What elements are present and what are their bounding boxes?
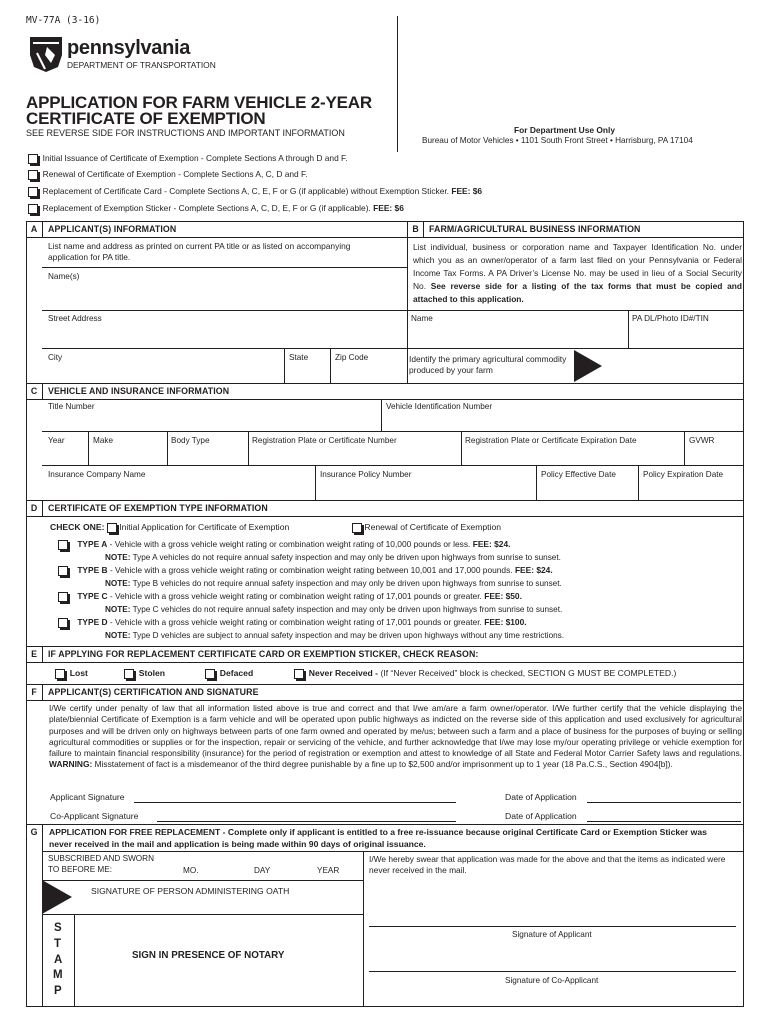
stamp-letter-s: S [54, 922, 62, 934]
signature-of-applicant-label: Signature of Applicant [512, 930, 592, 939]
body-type-field[interactable]: Body Type [171, 436, 210, 445]
applicant-signature-line[interactable] [134, 802, 456, 803]
day-label: DAY [254, 866, 271, 875]
signature-of-co-applicant-line[interactable] [369, 971, 736, 972]
type-c-note: NOTE: Type C vehicles do not require annual safety inspection and may only be driven upon highways from sunrise to sunset. [105, 605, 563, 614]
department-use-label: For Department Use Only [514, 125, 615, 135]
month-label: MO. [183, 866, 199, 875]
type-b-option[interactable]: TYPE B - Vehicle with a gross vehicle weight rating or combination weight rating between 10,001 and 17,000 pounds. FEE: $24. [58, 565, 553, 576]
section-b-description: List individual, business or corporation name and Taxpayer Identification No. under which you as an owner/operator of a farm last filed on your Pennsylvania or Federal Income Tax Forms. A PA Driver’s License No. may be used in lieu of a Social Security No. See reverse side for a listing of the tax forms that must be copied and attached to this application. [413, 242, 742, 304]
renewal-option: Renewal of Certificate of Exemption [352, 522, 501, 533]
reason-lost[interactable]: Lost [55, 668, 88, 679]
year-field[interactable]: Year [48, 436, 65, 445]
swear-statement: I/We hereby swear that application was made for the above and that the items as indicated were never received in the mail. [369, 854, 726, 875]
option-initial-issuance[interactable]: Initial Issuance of Certificate of Exemption - Complete Sections A through D and F. [28, 153, 348, 164]
co-application-date-label: Date of Application [505, 811, 577, 821]
checkbox[interactable] [28, 187, 38, 197]
co-applicant-signature-label: Co-Applicant Signature [50, 811, 139, 821]
street-address-field[interactable]: Street Address [48, 314, 102, 323]
title-number-field[interactable]: Title Number [48, 402, 95, 411]
form-title-line1: APPLICATION FOR FARM VEHICLE 2-YEAR [26, 93, 372, 112]
commodity-label: Identify the primary agricultural commodity produced by your farm [409, 354, 567, 375]
insurance-company-field[interactable]: Insurance Company Name [48, 470, 146, 479]
option-replacement-card[interactable]: Replacement of Certificate Card - Complete Sections A, C, E, F or G (if applicable) without Exemption Sticker. FEE: $6 [28, 186, 482, 197]
section-a-description: List name and address as printed on current PA title or as listed on accompanying application for PA title. [48, 241, 351, 262]
defaced-checkbox[interactable] [205, 669, 215, 679]
signature-of-co-applicant-label: Signature of Co-Applicant [505, 976, 599, 985]
logo-name: pennsylvania [67, 37, 191, 59]
section-d-title: CERTIFICATE OF EXEMPTION TYPE INFORMATION [48, 503, 268, 513]
section-c-letter: C [30, 386, 38, 396]
section-g-letter: G [30, 827, 38, 837]
reason-defaced[interactable]: Defaced [205, 668, 253, 679]
stamp-letter-a: A [54, 954, 63, 966]
application-date-label: Date of Application [505, 792, 577, 802]
section-a-letter: A [30, 224, 38, 234]
option-renewal[interactable]: Renewal of Certificate of Exemption - Complete Sections A, C, D and F. [28, 169, 308, 180]
type-c-option[interactable]: TYPE C - Vehicle with a gross vehicle weight rating or combination weight rating of 17,001 pounds or greater. FEE: $50. [58, 591, 522, 602]
pennsylvania-keystone-logo-icon [27, 33, 65, 73]
section-c-title: VEHICLE AND INSURANCE INFORMATION [48, 386, 230, 396]
type-a-note: NOTE: Type A vehicles do not require annual safety inspection and may only be driven upon highways from sunrise to sunset. [105, 553, 561, 562]
stolen-checkbox[interactable] [124, 669, 134, 679]
checkbox[interactable] [28, 170, 38, 180]
form-title-line2: CERTIFICATE OF EXEMPTION [26, 109, 266, 128]
type-d-note: NOTE: Type D vehicles are subject to annual safety inspection and may be driven upon highways without any time restrictions. [105, 631, 565, 640]
stamp-letter-p: P [54, 985, 62, 997]
state-field[interactable]: State [289, 353, 309, 362]
stamp-letter-m: M [53, 969, 63, 981]
option-replacement-sticker[interactable]: Replacement of Exemption Sticker - Complete Sections A, C, D, E, F or G (if applicable). FEE: $6 [28, 203, 404, 214]
section-f-letter: F [31, 687, 37, 697]
reason-stolen[interactable]: Stolen [124, 668, 165, 679]
policy-effective-date-field[interactable]: Policy Effective Date [541, 470, 616, 479]
sworn-label-line1: SUBSCRIBED AND SWORN [48, 854, 154, 863]
type-d-checkbox[interactable] [58, 618, 68, 628]
never-received-checkbox[interactable] [294, 669, 304, 679]
make-field[interactable]: Make [93, 436, 114, 445]
vin-field[interactable]: Vehicle Identification Number [386, 402, 493, 411]
pa-dl-photo-id-tin-field[interactable]: PA DL/Photo ID#/TIN [632, 314, 709, 323]
type-b-checkbox[interactable] [58, 566, 68, 576]
type-d-option[interactable]: TYPE D - Vehicle with a gross vehicle weight rating or combination weight rating of 17,001 pounds or greater. FEE: $100. [58, 617, 527, 628]
section-e-title: IF APPLYING FOR REPLACEMENT CERTIFICATE CARD OR EXEMPTION STICKER, CHECK REASON: [48, 649, 479, 659]
policy-expiration-date-field[interactable]: Policy Expiration Date [643, 470, 724, 479]
oath-signature-label: SIGNATURE OF PERSON ADMINISTERING OATH [91, 886, 290, 896]
bureau-address: Bureau of Motor Vehicles • 1101 South Front Street • Harrisburg, PA 17104 [422, 136, 693, 145]
checkbox[interactable] [28, 204, 38, 214]
sworn-label-line2: TO BEFORE ME: [48, 865, 112, 874]
notary-instruction: SIGN IN PRESENCE OF NOTARY [132, 950, 285, 961]
checkbox[interactable] [28, 154, 38, 164]
reason-never-received[interactable]: Never Received - (If “Never Received” block is checked, SECTION G MUST BE COMPLETED.) [294, 668, 676, 679]
names-field[interactable]: Name(s) [48, 272, 80, 281]
business-name-field[interactable]: Name [411, 314, 433, 323]
plate-expiration-date-field[interactable]: Registration Plate or Certificate Expiration Date [465, 436, 637, 445]
city-field[interactable]: City [48, 353, 63, 362]
signature-of-applicant-line[interactable] [369, 926, 736, 927]
section-e-letter: E [31, 649, 37, 659]
year-label: YEAR [317, 866, 340, 875]
form-number: MV-77A (3-16) [26, 15, 101, 26]
form-subtitle: SEE REVERSE SIDE FOR INSTRUCTIONS AND IMPORTANT INFORMATION [26, 128, 345, 138]
renewal-checkbox[interactable] [352, 523, 362, 533]
type-a-option[interactable]: TYPE A - Vehicle with a gross vehicle weight rating or combination weight rating of 10,000 pounds or less. FEE: $24. [58, 539, 510, 550]
check-one-row: CHECK ONE: Initial Application for Certificate of Exemption [50, 522, 290, 532]
applicant-signature-label: Applicant Signature [50, 792, 125, 802]
certification-text: I/We certify under penalty of law that all information listed above is true and correct and that I/we am/are a farm owner/operator. I/We further certify that the vehicle displaying the plate/biennial Certificate of Exemption is a farm vehicle and will be operated upon public highways as indicted on the reverse side of this application and used exclusively for agricultural purposes and will be driven only on highways between parts of one farm owned and operated by me/us; between such a farm and a place of business for the purposes of buying or selling agricultural commodities or supplies or for the inspection, repair or servicing of the vehicle, and further acknowledge that I/we may lose my/our operating privilege or vehicle exemption for failure to maintain financial responsibility (insurance) for the period of registration or exemption and attest to knowledge of all State and Federal Motor Carrier Safety laws and regulations. WARNING: Misstatement of fact is a misdemeanor of the third degree punishable by a fine up to $2,500 and/or imprisonment up to 1 year (18 Pa.C.S., Section 4904[b]). [49, 703, 742, 770]
insurance-policy-number-field[interactable]: Insurance Policy Number [320, 470, 412, 479]
zip-code-field[interactable]: Zip Code [335, 353, 369, 362]
stamp-letter-t: T [54, 938, 62, 950]
type-a-checkbox[interactable] [58, 540, 68, 550]
section-b-letter: B [412, 224, 419, 234]
co-applicant-signature-line[interactable] [157, 821, 456, 822]
registration-plate-field[interactable]: Registration Plate or Certificate Number [252, 436, 397, 445]
logo-department: DEPARTMENT OF TRANSPORTATION [67, 60, 216, 70]
section-d-letter: D [30, 503, 38, 513]
type-b-note: NOTE: Type B vehicles do not require annual safety inspection and may only be driven upon highways from sunrise to sunset. [105, 579, 562, 588]
arrow-right-icon [42, 880, 72, 914]
arrow-right-icon [574, 350, 602, 382]
lost-checkbox[interactable] [55, 669, 65, 679]
section-f-title: APPLICANT(S) CERTIFICATION AND SIGNATURE [48, 687, 259, 697]
application-date-line[interactable] [587, 802, 741, 803]
gvwr-field[interactable]: GVWR [689, 436, 715, 445]
section-a-title: APPLICANT(S) INFORMATION [48, 224, 177, 234]
section-g-title: APPLICATION FOR FREE REPLACEMENT - Complete only if applicant is entitled to a free re-issuance because original Certificate Card or Exemption Sticker was never received in the mail and application is being made within 90 days of original issuance. [49, 827, 707, 849]
co-application-date-line[interactable] [587, 821, 741, 822]
section-b-title: FARM/AGRICULTURAL BUSINESS INFORMATION [429, 224, 641, 234]
initial-application-checkbox[interactable] [107, 523, 117, 533]
type-c-checkbox[interactable] [58, 592, 68, 602]
